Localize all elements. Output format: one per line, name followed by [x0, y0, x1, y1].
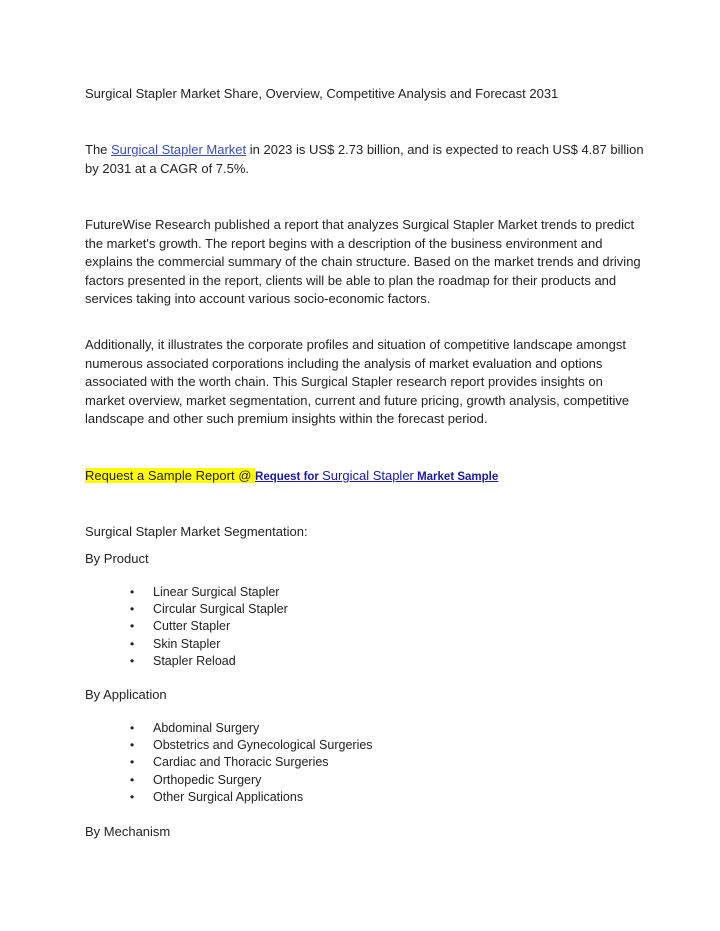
- list-item: • Cutter Stapler: [130, 618, 288, 635]
- intro-text-pre: The: [85, 142, 112, 157]
- list-item: • Skin Stapler: [130, 636, 288, 653]
- list-item: • Stapler Reload: [130, 653, 288, 670]
- list-item: • Linear Surgical Stapler: [130, 584, 288, 601]
- request-sample-link[interactable]: [255, 468, 499, 483]
- paragraph-line: the market's growth. The report begins with a description of the business environment and: [85, 235, 603, 251]
- document-title: Surgical Stapler Market Share, Overview, Competitive Analysis and Forecast 2031: [85, 86, 559, 101]
- list-item: • Orthopedic Surgery: [130, 772, 373, 789]
- surgical-stapler-market-link[interactable]: Surgical Stapler Market: [111, 142, 247, 157]
- request-sample-line: [85, 467, 498, 487]
- list-item: • Abdominal Surgery: [130, 720, 373, 737]
- intro-line-1: [85, 141, 644, 160]
- list-item: • Cardiac and Thoracic Surgeries: [130, 754, 373, 771]
- paragraph-line: market overview, market segmentation, current and future pricing, growth analysis, competitive: [85, 392, 630, 408]
- paragraph-line: landscape and other such premium insights within the forecast period.: [85, 411, 488, 427]
- intro-text-post: in 2023 is US$ 2.73 billion, and is expected to reach US$ 4.87 billion: [246, 142, 644, 157]
- paragraph-line: FutureWise Research published a report that analyzes Surgical Stapler Market trends to predict: [85, 217, 635, 232]
- by-application-heading: By Application: [85, 687, 167, 702]
- paragraph-line: Additionally, it illustrates the corporate profiles and situation of competitive landscape amongst: [85, 337, 626, 352]
- by-mechanism-heading: By Mechanism: [85, 824, 171, 839]
- by-product-list: [130, 584, 288, 670]
- by-product-heading: By Product: [85, 551, 149, 566]
- paragraph-line: explains the commercial summary of the chain structure. Based on the market trends and driving: [85, 254, 641, 270]
- segmentation-title: Surgical Stapler Market Segmentation:: [85, 524, 308, 539]
- paragraph-line: factors presented in the report, clients will be able to plan the roadmap for their products and: [85, 272, 617, 288]
- list-item: • Other Surgical Applications: [130, 789, 373, 806]
- list-item: • Circular Surgical Stapler: [130, 601, 288, 618]
- paragraph-line: numerous associated corporations including the analysis of market evaluation and options: [85, 355, 603, 371]
- list-item: • Obstetrics and Gynecological Surgeries: [130, 737, 373, 754]
- request-link-part: Surgical Stapler: [322, 468, 414, 483]
- paragraph-line: services taking into account various socio-economic factors.: [85, 291, 431, 307]
- request-link-part: Request for: [255, 471, 323, 483]
- request-sample-label: Request a Sample Report @: [85, 468, 256, 483]
- by-application-list: [130, 720, 373, 806]
- paragraph-line: associated with the worth chain. This Surgical Stapler research report provides insights on: [85, 374, 603, 390]
- request-link-part: Market Sample: [413, 471, 499, 483]
- intro-line-2: by 2031 at a CAGR of 7.5%.: [85, 160, 250, 176]
